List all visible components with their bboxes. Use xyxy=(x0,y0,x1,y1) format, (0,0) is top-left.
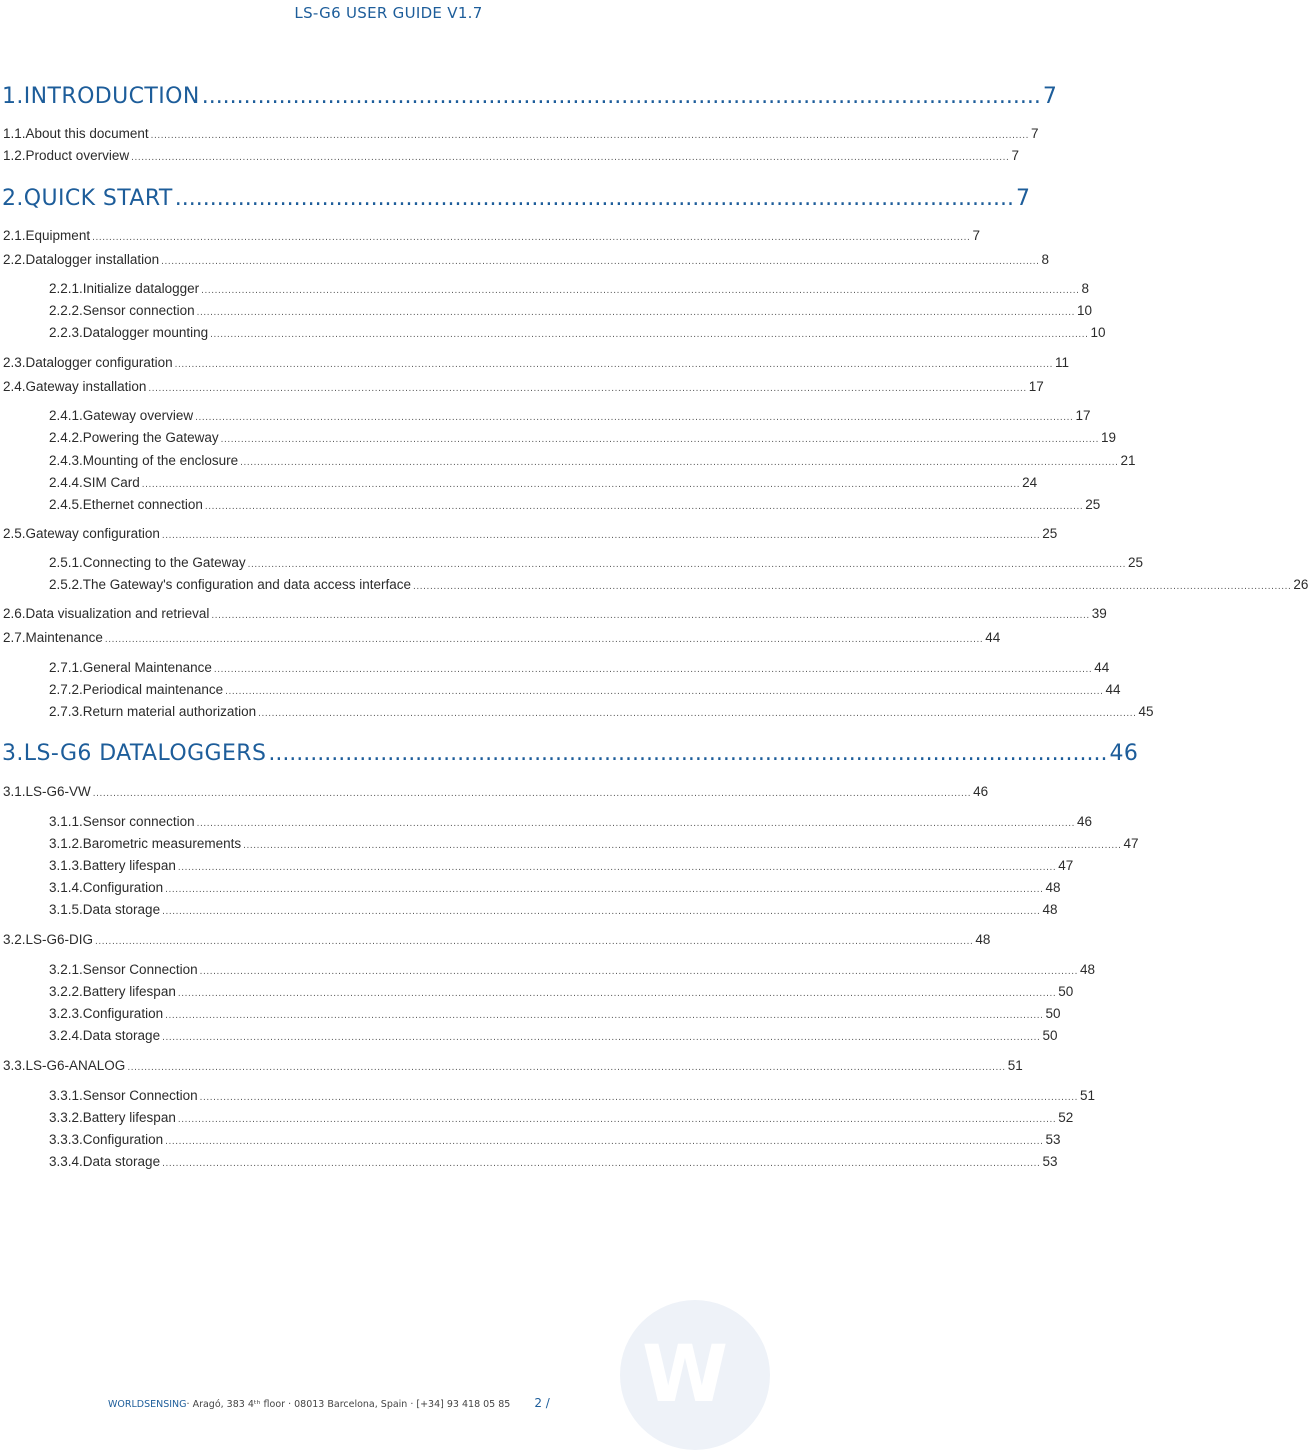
toc-entry-title: Initialize datalogger xyxy=(82,281,200,296)
toc-entry-title: Gateway installation xyxy=(25,379,147,394)
leader-dots: .................................................................................................................................................................................................................................................................... xyxy=(204,501,1084,512)
toc-entry-page: 25 xyxy=(1128,555,1144,570)
toc-entry-page: 39 xyxy=(1091,606,1107,621)
toc-entry-page: 52 xyxy=(1058,1110,1074,1125)
toc-entry-title: LS-G6-DIG xyxy=(25,932,94,947)
toc-entry-page: 10 xyxy=(1090,325,1106,340)
leader-dots: .................................................................................................................................................................................................................................................................... xyxy=(258,708,1137,719)
toc-entry-title: Data storage xyxy=(82,1028,161,1043)
toc-entry[interactable]: 3.1.4. Configuration .................................................................................................................................................................................................................................................................... 48 xyxy=(49,880,1061,895)
leader-dots: .................................................................................................................................................................................................................................................................... xyxy=(161,256,1040,267)
leader-dots: .................................................................................................................................................................................................................................................................... xyxy=(174,359,1054,370)
toc-entry-title: Sensor connection xyxy=(82,814,195,829)
leader-dots: .................................................................................................................................................................................................................................................................... xyxy=(165,1136,1044,1147)
toc-entry-page: 51 xyxy=(1079,1088,1096,1103)
toc-entry-title: Battery lifespan xyxy=(82,984,176,999)
toc-entry-title: Mounting of the enclosure xyxy=(82,453,239,468)
toc-entry[interactable]: 2.5.2. The Gateway's configuration and data access interface .................................................................................................................................................................................................................................................................... 26 xyxy=(49,577,1308,592)
leader-dots: .................................................................................................................................................................................................................................................................... xyxy=(196,818,1075,829)
toc-entry-title: Data storage xyxy=(82,1154,161,1169)
leader-dots: .................................................................................................................................................................................................................................................................... xyxy=(199,966,1078,977)
leader-dots: .................................................................................................................................................................................................................................................................... xyxy=(211,610,1090,621)
toc-entry[interactable]: 3. LS-G6 DATALOGGERS ........................................................................................................................ 46 xyxy=(2,741,1139,766)
toc-entry[interactable]: 2.7.3. Return material authorization .................................................................................................................................................................................................................................................................... 45 xyxy=(49,704,1154,719)
toc-entry-title: Battery lifespan xyxy=(82,858,176,873)
toc-entry-title: Powering the Gateway xyxy=(82,430,219,445)
leader-dots: .................................................................................................................................................................................................................................................................... xyxy=(131,152,1010,163)
leader-dots: .................................................................................................................................................................................................................................................................... xyxy=(104,634,984,645)
footer-address: · Aragó, 383 4ᵗʰ floor · 08013 Barcelona, Spain · [+34] 93 418 05 85 xyxy=(186,1399,511,1410)
leader-dots: .................................................................................................................................................................................................................................................................... xyxy=(148,383,1027,394)
toc-entry-title: Configuration xyxy=(82,1132,164,1147)
toc-entry-title: Connecting to the Gateway xyxy=(82,555,246,570)
toc-entry[interactable]: 2.4.5. Ethernet connection .................................................................................................................................................................................................................................................................... 25 xyxy=(49,497,1101,512)
toc-entry-title: QUICK START xyxy=(23,186,173,211)
toc-entry-page: 10 xyxy=(1076,303,1093,318)
toc-entry[interactable]: 2.1. Equipment .................................................................................................................................................................................................................................................................... 7 xyxy=(3,228,980,243)
leader-dots: .................................................................................................................................................................................................................................................................... xyxy=(220,434,1099,445)
leader-dots: .................................................................................................................................................................................................................................................................... xyxy=(92,788,972,799)
leader-dots: .................................................................................................................................................................................................................................................................... xyxy=(150,130,1029,141)
toc-entry[interactable]: 3.2. LS-G6-DIG .................................................................................................................................................................................................................................................................... 48 xyxy=(3,932,991,947)
toc-entry-title: LS-G6 DATALOGGERS xyxy=(23,741,267,766)
toc-entry-page: 17 xyxy=(1028,379,1044,394)
leader-dots: .................................................................................................................................................................................................................................................................... xyxy=(162,906,1041,917)
toc-entry-page: 17 xyxy=(1075,408,1091,423)
leader-dots: .................................................................................................................................................................................................................................................................... xyxy=(201,285,1080,296)
toc-entry[interactable]: 2.4.3. Mounting of the enclosure .................................................................................................................................................................................................................................................................... 21 xyxy=(49,453,1136,468)
toc-entry-title: Data visualization and retrieval xyxy=(25,606,210,621)
leader-dots: .................................................................................................................................................................................................................................................................... xyxy=(247,559,1127,570)
leader-dots: .................................................................................................................................................................................................................................................................... xyxy=(199,1092,1078,1103)
toc-entry-title: About this document xyxy=(25,126,149,141)
leader-dots: .................................................................................................................................................................................................................................................................... xyxy=(95,936,974,947)
toc-entry[interactable]: 3.1. LS-G6-VW .................................................................................................................................................................................................................................................................... 46 xyxy=(3,784,989,799)
toc-entry[interactable]: 3.1.1. Sensor connection .................................................................................................................................................................................................................................................................... 46 xyxy=(49,814,1093,829)
toc-entry-page: 26 xyxy=(1293,577,1308,592)
toc-entry-page: 24 xyxy=(1022,475,1038,490)
footer-company: WORLDSENSING xyxy=(108,1399,187,1410)
leader-dots: .................................................................................................................................................................................................................................................................... xyxy=(196,307,1075,318)
toc-entry-page: 7 xyxy=(1011,148,1019,163)
toc-entry[interactable]: 3.2.2. Battery lifespan .................................................................................................................................................................................................................................................................... 50 xyxy=(49,984,1074,999)
worldsensing-watermark-logo xyxy=(620,1300,770,1450)
toc-entry-page: 48 xyxy=(1079,962,1096,977)
leader-dots: .................................................................................................................................................................................................................................................................... xyxy=(177,862,1057,873)
toc-entry-title: SIM Card xyxy=(82,475,140,490)
toc-entry-page: 19 xyxy=(1100,430,1117,445)
toc-entry[interactable]: 2.7.1. General Maintenance .................................................................................................................................................................................................................................................................... 44 xyxy=(49,660,1110,675)
toc-entry[interactable]: 3.3.3. Configuration .................................................................................................................................................................................................................................................................... 53 xyxy=(49,1132,1061,1147)
toc-entry-title: Ethernet connection xyxy=(82,497,203,512)
leader-dots: .................................................................................................................................................................................................................................................................... xyxy=(177,988,1057,999)
toc-entry-title: Barometric measurements xyxy=(82,836,242,851)
toc-entry-page: 8 xyxy=(1041,252,1050,267)
toc-entry[interactable]: 3.1.5. Data storage .................................................................................................................................................................................................................................................................... 48 xyxy=(49,902,1058,917)
toc-entry-page: 44 xyxy=(1105,682,1121,697)
watermark-letter: W xyxy=(642,1330,729,1420)
toc-entry[interactable]: 1.1. About this document .................................................................................................................................................................................................................................................................... 7 xyxy=(3,126,1039,141)
toc-entry[interactable]: 3.1.2. Barometric measurements .................................................................................................................................................................................................................................................................... 47 xyxy=(49,836,1139,851)
toc-entry-page: 7 xyxy=(972,228,980,243)
leader-dots: .................................................................................................................................................................................................................................................................... xyxy=(213,664,1093,675)
toc-entry[interactable]: 2.2.3. Datalogger mounting .................................................................................................................................................................................................................................................................... 10 xyxy=(49,325,1106,340)
toc-entry-title: Equipment xyxy=(25,228,91,243)
toc-entry-title: The Gateway's configuration and data access interface xyxy=(82,577,412,592)
toc-entry-page: 25 xyxy=(1085,497,1101,512)
toc-entry-page: 7 xyxy=(1015,186,1031,211)
leader-dots: .................................................................................................................................................................................................................................................................... xyxy=(165,1010,1044,1021)
toc-entry[interactable]: 2. QUICK START ........................................................................................................................ 7 xyxy=(2,186,1031,211)
toc-entry-title: General Maintenance xyxy=(82,660,212,675)
toc-entry-page: 50 xyxy=(1042,1028,1058,1043)
toc-entry[interactable]: 3.3.4. Data storage .................................................................................................................................................................................................................................................................... 53 xyxy=(49,1154,1058,1169)
toc-entry-page: 48 xyxy=(1042,902,1058,917)
footer-page-number: 2 / xyxy=(534,1396,550,1410)
toc-entry-title: Battery lifespan xyxy=(82,1110,176,1125)
toc-entry-title: Return material authorization xyxy=(82,704,257,719)
leader-dots: .................................................................................................................................................................................................................................................................... xyxy=(195,412,1074,423)
toc-entry[interactable]: 2.4. Gateway installation .................................................................................................................................................................................................................................................................... 17 xyxy=(3,379,1044,394)
toc-entry[interactable]: 2.5.1. Connecting to the Gateway .................................................................................................................................................................................................................................................................... 25 xyxy=(49,555,1144,570)
toc-entry-title: Periodical maintenance xyxy=(82,682,224,697)
toc-entry-page: 46 xyxy=(1076,814,1093,829)
toc-entry-page: 53 xyxy=(1045,1132,1061,1147)
toc-entry[interactable]: 3.2.4. Data storage .................................................................................................................................................................................................................................................................... 50 xyxy=(49,1028,1058,1043)
leader-dots: .................................................................................................................................................................................................................................................................... xyxy=(127,1062,1006,1073)
toc-entry[interactable]: 2.4.2. Powering the Gateway .................................................................................................................................................................................................................................................................... 19 xyxy=(49,430,1117,445)
toc-entry-title: Maintenance xyxy=(25,630,103,645)
toc-entry[interactable]: 3.1.3. Battery lifespan .................................................................................................................................................................................................................................................................... 47 xyxy=(49,858,1074,873)
toc-entry-title: INTRODUCTION xyxy=(23,84,200,109)
toc-entry[interactable]: 2.2.1. Initialize datalogger .................................................................................................................................................................................................................................................................... 8 xyxy=(49,281,1089,296)
leader-dots: .................................................................................................................................................................................................................................................................... xyxy=(177,1114,1057,1125)
toc-entry-title: Datalogger installation xyxy=(25,252,160,267)
toc-entry-title: Configuration xyxy=(82,880,164,895)
toc-entry-title: LS-G6-ANALOG xyxy=(25,1058,126,1073)
toc-entry-page: 47 xyxy=(1058,858,1074,873)
toc-entry-title: Datalogger mounting xyxy=(82,325,209,340)
leader-dots: .................................................................................................................................................................................................................................................................... xyxy=(161,530,1041,541)
leader-dots: .................................................................................................................................................................................................................................................................... xyxy=(141,479,1021,490)
toc-entry[interactable]: 2.2.2. Sensor connection .................................................................................................................................................................................................................................................................... 10 xyxy=(49,303,1093,318)
leader-dots: .................................................................................................................................................................................................................................................................... xyxy=(165,884,1044,895)
document-title: LS-G6 USER GUIDE V1.7 xyxy=(294,4,483,22)
toc-entry-page: 21 xyxy=(1120,453,1136,468)
toc-entry-page: 11 xyxy=(1055,355,1070,370)
toc-entry-page: 50 xyxy=(1045,1006,1061,1021)
toc-entry[interactable]: 2.3. Datalogger configuration .................................................................................................................................................................................................................................................................... 11 xyxy=(3,355,1070,370)
toc-entry-title: LS-G6-VW xyxy=(25,784,91,799)
toc-entry-page: 53 xyxy=(1042,1154,1058,1169)
toc-entry[interactable]: 2.5. Gateway configuration .................................................................................................................................................................................................................................................................... 25 xyxy=(3,526,1058,541)
toc-entry[interactable]: 3.2.1. Sensor Connection .................................................................................................................................................................................................................................................................... 48 xyxy=(49,962,1096,977)
leader-dots: .................................................................................................................................................................................................................................................................... xyxy=(413,581,1292,592)
toc-entry[interactable]: 3.3.1. Sensor Connection .................................................................................................................................................................................................................................................................... 51 xyxy=(49,1088,1096,1103)
toc-entry-page: 47 xyxy=(1123,836,1139,851)
toc-entry[interactable]: 3.2.3. Configuration .................................................................................................................................................................................................................................................................... 50 xyxy=(49,1006,1061,1021)
toc-entry[interactable]: 2.4.4. SIM Card .................................................................................................................................................................................................................................................................... 24 xyxy=(49,475,1038,490)
toc-entry-title: Gateway configuration xyxy=(25,526,160,541)
toc-entry-title: Gateway overview xyxy=(82,408,194,423)
leader-dots: .................................................................................................................................................................................................................................................................... xyxy=(225,686,1104,697)
toc-entry-page: 25 xyxy=(1042,526,1058,541)
toc-entry[interactable]: 2.4.1. Gateway overview .................................................................................................................................................................................................................................................................... 17 xyxy=(49,408,1091,423)
toc-entry-page: 51 xyxy=(1007,1058,1023,1073)
leader-dots: .................................................................................................................................................................................................................................................................... xyxy=(240,457,1119,468)
toc-entry-title: Sensor Connection xyxy=(82,1088,198,1103)
leader-dots: ........................................................................................................................ xyxy=(174,186,1014,211)
toc-entry-page: 48 xyxy=(975,932,991,947)
toc-entry-page: 7 xyxy=(1042,84,1058,109)
toc-entry[interactable]: 1. INTRODUCTION ........................................................................................................................ 7 xyxy=(2,84,1058,109)
leader-dots: .................................................................................................................................................................................................................................................................... xyxy=(162,1032,1041,1043)
leader-dots: ........................................................................................................................ xyxy=(201,84,1041,109)
toc-entry-page: 7 xyxy=(1030,126,1039,141)
toc-entry[interactable]: 1.2. Product overview .................................................................................................................................................................................................................................................................... 7 xyxy=(3,148,1019,163)
toc-entry-title: Product overview xyxy=(25,148,130,163)
toc-entry-title: Configuration xyxy=(82,1006,164,1021)
toc-entry-title: Sensor Connection xyxy=(82,962,198,977)
toc-entry-page: 45 xyxy=(1138,704,1154,719)
toc-entry-page: 46 xyxy=(1109,741,1139,766)
toc-entry-page: 50 xyxy=(1058,984,1074,999)
toc-entry-title: Datalogger configuration xyxy=(25,355,173,370)
leader-dots: .................................................................................................................................................................................................................................................................... xyxy=(210,329,1089,340)
leader-dots: .................................................................................................................................................................................................................................................................... xyxy=(162,1158,1041,1169)
toc-entry[interactable]: 3.3. LS-G6-ANALOG .................................................................................................................................................................................................................................................................... 51 xyxy=(3,1058,1023,1073)
leader-dots: ........................................................................................................................ xyxy=(268,741,1108,766)
toc-entry[interactable]: 2.6. Data visualization and retrieval .................................................................................................................................................................................................................................................................... 39 xyxy=(3,606,1107,621)
toc-entry[interactable]: 2.2. Datalogger installation .................................................................................................................................................................................................................................................................... 8 xyxy=(3,252,1050,267)
toc-entry-page: 44 xyxy=(1094,660,1110,675)
toc-entry-title: Sensor connection xyxy=(82,303,195,318)
toc-entry[interactable]: 3.3.2. Battery lifespan .................................................................................................................................................................................................................................................................... 52 xyxy=(49,1110,1074,1125)
page-footer xyxy=(108,1396,550,1410)
leader-dots: .................................................................................................................................................................................................................................................................... xyxy=(243,840,1122,851)
toc-entry-page: 48 xyxy=(1045,880,1061,895)
toc-entry[interactable]: 2.7. Maintenance .................................................................................................................................................................................................................................................................... 44 xyxy=(3,630,1001,645)
toc-entry[interactable]: 2.7.2. Periodical maintenance .................................................................................................................................................................................................................................................................... 44 xyxy=(49,682,1121,697)
toc-entry-page: 8 xyxy=(1081,281,1089,296)
toc-entry-page: 46 xyxy=(973,784,989,799)
toc-entry-title: Data storage xyxy=(82,902,161,917)
leader-dots: .................................................................................................................................................................................................................................................................... xyxy=(92,232,971,243)
toc-entry-page: 44 xyxy=(985,630,1001,645)
